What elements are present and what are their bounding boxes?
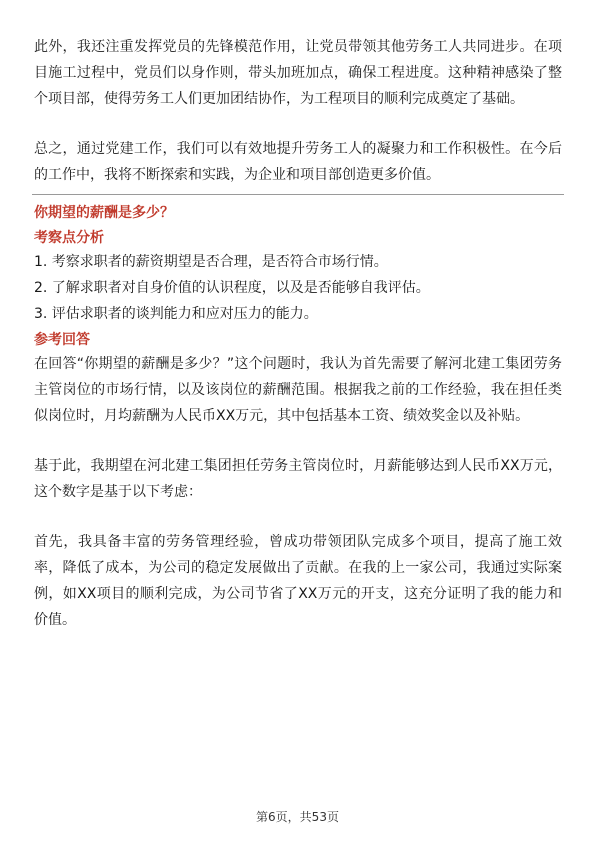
analysis-heading: 考察点分析 [34,230,104,246]
analysis-list [34,249,562,327]
paragraph-spacer [34,505,562,529]
answer-paragraph-1: 在回答“你期望的薪酬是多少？”这个问题时，我认为首先需要了解河北建工集团劳务主管岗位的市场行情，以及该岗位的薪酬范围。根据我之前的工作经验，我在担任类似岗位时，月均薪酬为人民币XX万元，其中包括基本工资、绩效奖金以及补贴。 [34,356,562,424]
intro-paragraph-1: 此外，我还注重发挥党员的先锋模范作用，让党员带领其他劳务工人共同进步。在项目施工过程中，党员们以身作则，带头加班加点，确保工程进度。这种精神感染了整个项目部，使得劳务工人们更加团结协作，为工程项目的顺利完成奠定了基础。 [34,39,562,107]
question-title: 你期望的薪酬是多少？ [34,205,174,221]
intro-paragraph-2: 总之，通过党建工作，我们可以有效地提升劳务工人的凝聚力和工作积极性。在今后的工作中，我将不断探索和实践，为企业和项目部创造更多价值。 [34,141,562,183]
page-content [34,34,562,633]
paragraph-spacer [34,112,562,136]
section-divider [32,194,564,195]
page-number-footer: 第6页，共53页 [256,810,339,824]
answer-paragraph-3: 首先，我具备丰富的劳务管理经验，曾成功带领团队完成多个项目，提高了施工效率，降低了成本，为公司的稳定发展做出了贡献。在我的上一家公司，我通过实际案例，如XX项目的顺利完成，为公司节省了XX万元的开支，这充分证明了我的能力和价值。 [34,534,562,628]
analysis-item: 1. 考察求职者的薪资期望是否合理，是否符合市场行情。 [34,254,388,270]
answer-paragraph-2: 基于此，我期望在河北建工集团担任劳务主管岗位时，月薪能够达到人民币XX万元，这个数字是基于以下考虑： [34,458,562,500]
paragraph-spacer [34,429,562,453]
analysis-item: 2. 了解求职者对自身价值的认识程度，以及是否能够自我评估。 [34,280,430,296]
analysis-item: 3. 评估求职者的谈判能力和应对压力的能力。 [34,306,318,322]
answer-heading: 参考回答 [34,332,90,348]
